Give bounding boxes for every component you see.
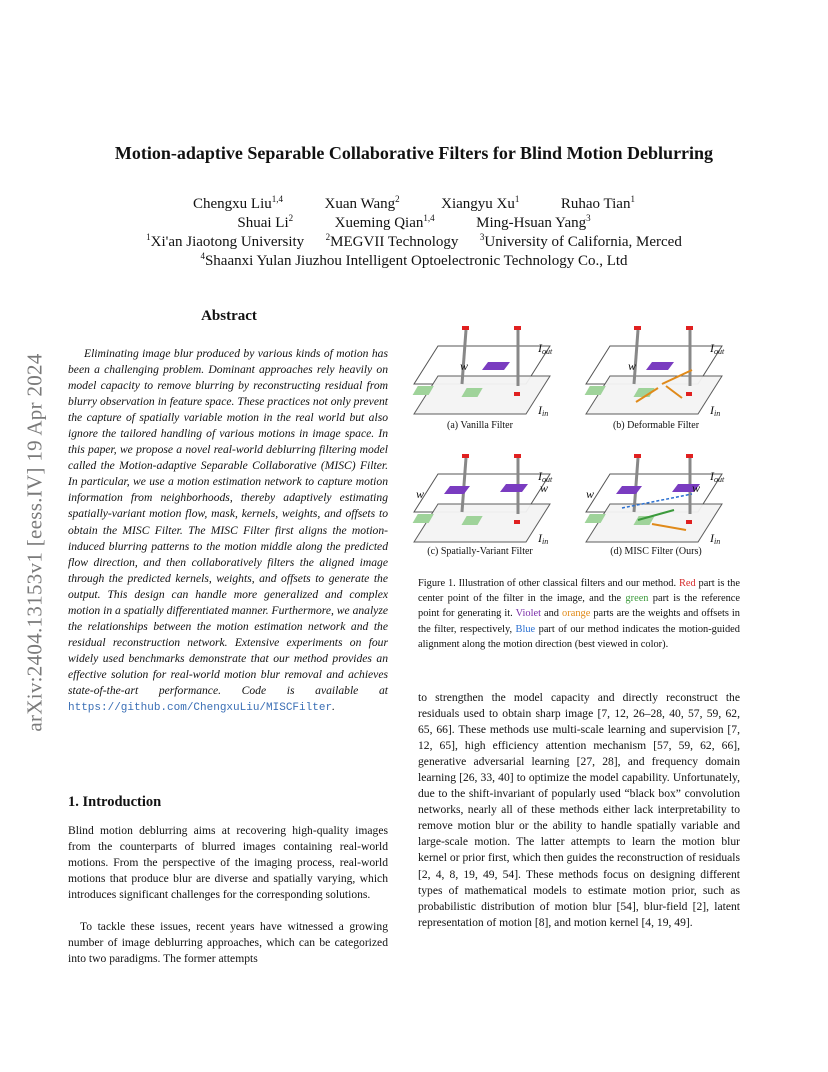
svg-text:w: w [628,359,637,373]
arxiv-identifier: arXiv:2404.13153v1 [eess.IV] 19 Apr 2024 [22,353,47,732]
svg-text:Iout: Iout [710,341,725,356]
abstract-body: Eliminating image blur produced by various kinds of motion has been a challenging problem. Dominant approaches rely heavily on model capacity to remove blurring by reconstructing residual from blurry observation in feature space. These practices not only prevent the capture of spatially variable motion in the real world but also ignore the tailored handling of various motions in image space. In this paper, we propose a novel real-world deblurring filtering model called the Motion-adaptive Separable Collaborative (MISC) Filter. In particular, we use a motion estimation network to capture motion information from neighborhoods, thereby adaptively estimating spatially-variant motion flow, mask, kernels, weights, and offsets to obtain the MISC Filter. The MISC Filter first aligns the motion-induced blurring patterns to the motion middle along the predicted flow direction, and then collaboratively filters the aligned image through the predicted kernels, weights, and offsets to generate the output. This design can handle more generalized and complex motion in a spatially differentiated manner. Furthermore, we analyze the relationships between the motion estimation network and the residual reconstruction network. Extensive experiments on four widely used benchmarks demonstrate that our method provides an effective solution for real-world motion blur removal and achieves state-of-the-art performance. Code is available at https://github.com/ChengxuLiu/MISCFilter. [68,347,388,715]
label-in: in [542,409,549,418]
affiliation: $^1$Xi'an Jiaotong University [146,232,305,250]
svg-text:Iout: Iout [710,469,725,484]
affiliation: $^2$MEGVII Technology [325,232,459,250]
panel-caption-a: (a) Vanilla Filter [447,420,513,431]
figure-1-illustration [410,306,748,568]
affiliation: $^4$Shaanxi Yulan Jiuzhou Intelligent Optoelectronic Technology Co., Ltd [200,251,628,269]
author: Ming-Hsuan Yang$^3$ [476,213,591,231]
author: Xuan Wang$^2$ [324,194,400,212]
svg-text:w: w [586,487,595,501]
svg-text:Iin: Iin [538,403,549,418]
panel-vanilla-filter [413,326,550,414]
panel-deformable-filter [585,326,722,414]
panel-caption-b: (b) Deformable Filter [612,420,700,431]
authors-line-2 [80,215,748,232]
svg-text:Iout: Iout [538,341,553,356]
intro-paragraph-2: To tackle these issues, recent years have witnessed a growing number of image deblurring approaches, which can be categorized into two paradigms. The former attempts [68,920,388,966]
svg-text:Iout: Iout [538,469,553,484]
intro-paragraph-1: Blind motion deblurring aims at recovering high-quality images from the counterparts of blurred images containing real-world motions. From the perspective of the imaging process, real-world motions that produce blur are diverse and spatially varying, which introduces significant challenges for the corresponding solutions. [68,824,388,902]
author: Chengxu Liu$^{1,4}$ [193,194,284,212]
author: Shuai Li$^2$ [237,213,294,231]
abstract-text: Eliminating image blur produced by various kinds of motion has been a challenging problem. Dominant approaches rely heavily on model capacity to remove blurring by reconstructing residual from blurry observation in feature space. These practices not only prevent the capture of spatially variable motion in the real world but also ignore the tailored handling of various motions in image space. In this paper, we propose a novel real-world deblurring filtering model called the Motion-adaptive Separable Collaborative (MISC) Filter. In particular, we use a motion estimation network to capture motion information from neighborhoods, thereby adaptively estimating spatially-variant motion flow, mask, kernels, weights, and offsets to obtain the MISC Filter. The MISC Filter first aligns the motion-induced blurring patterns to the motion middle along the predicted flow direction, and then collaboratively filters the aligned image through the predicted kernels, weights, and offsets to generate the output. This design can handle more generalized and complex motion in a spatially differentiated manner. Furthermore, we analyze the relationships between the motion estimation network and the residual reconstruction network. Extensive experiments on four widely used benchmarks demonstrate that our method provides an effective solution for real-world motion blur removal and achieves state-of-the-art performance. Code is available at [68,347,388,697]
svg-text:Iin: Iin [710,531,721,546]
section-heading-introduction: 1. Introduction [68,794,162,810]
label-out: out [542,347,553,356]
svg-text:w: w [692,481,701,495]
author: Xueming Qian$^{1,4}$ [334,213,435,231]
weight-grid [482,362,510,370]
affiliation: $^3$University of California, Merced [479,232,682,250]
svg-text:Iin: Iin [538,531,549,546]
svg-text:w: w [540,481,549,495]
panel-caption-d: (d) MISC Filter (Ours) [610,546,702,557]
paper-title: Motion-adaptive Separable Collaborative Filters for Blind Motion Deblurring [114,143,714,163]
figure-1-caption: Figure 1. Illustration of other classical filters and our method. Red part is the center point of the filter in the image, and the green part is the reference point for generating it. Violet and orange parts are the weights and offsets in the filter, respectively, Blue part of our method indicates the motion-guided alignment along the motion direction (best viewed in color). [418,578,740,650]
author: Xiangyu Xu$^1$ [441,194,520,212]
abstract-heading: Abstract [201,308,257,324]
svg-text:Iin: Iin [710,403,721,418]
right-column-paragraph: to strengthen the model capacity and directly reconstruct the residuals used to obtain sharp image [7, 12, 26–28, 40, 57, 59, 62, 65, 66]. These methods use multi-scale learning and supervision [7, 12, 65], high efficiency attention mechanism [57, 59, 62, 66], generative adversarial learning [27, 28], and frequency domain learning [26, 33, 40] to optimize the model capability. Unfortunately, due to the shift-invariant of popularly used “black box” convolution networks, nearly all of these methods either lack interpretability to remove motion blur or the ability to handle spatially variable and large-scale motion. The latter attempts to learn the motion blur kernel or prior first, which then guides the reconstruction of residuals [2, 4, 8, 19, 49, 54]. These methods focus on designing different types of mathematical models to estimate motion prior, such as probabilistic distribution of motion blur [54], blur-field [2], latent representation of motion [8], and motion kernel [4, 19, 49]. [418,691,740,929]
panel-spatially-variant-filter [413,454,550,542]
authors-line-1 [80,196,748,213]
svg-text:w: w [416,487,425,501]
panel-misc-filter [585,454,722,542]
panel-caption-c: (c) Spatially-Variant Filter [427,546,533,557]
code-link[interactable]: https://github.com/ChengxuLiu/MISCFilter [68,702,333,715]
affiliations-line-2 [80,253,748,270]
author: Ruhao Tian$^1$ [560,194,635,212]
affiliations-line-1 [80,234,748,251]
svg-text:w: w [460,359,469,373]
